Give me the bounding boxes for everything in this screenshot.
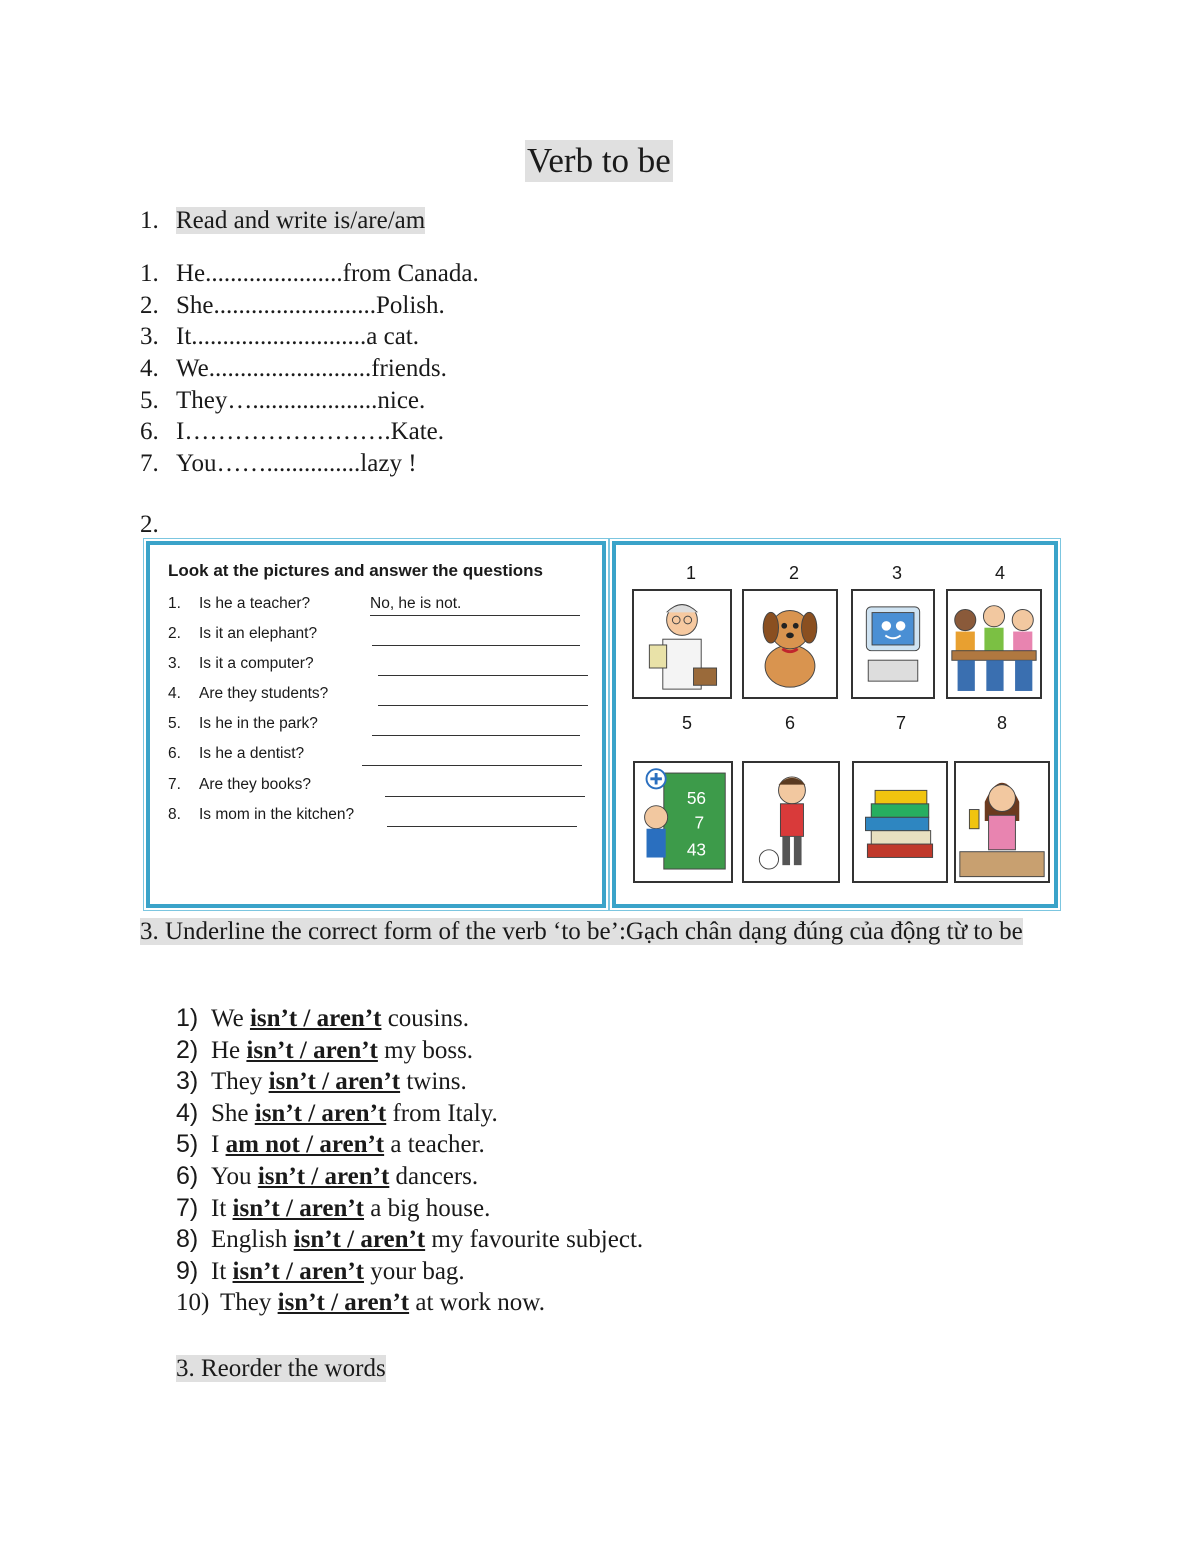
verb-choice[interactable]: isn’t / aren’t	[232, 1194, 365, 1222]
list-item: 7) It isn’t / aren’t a big house.	[176, 1193, 491, 1222]
list-item: 4) She isn’t / aren’t from Italy.	[176, 1098, 498, 1127]
exercise-3-list	[176, 1003, 643, 1319]
list-item: 8) English isn’t / aren’t my favourite subject.	[176, 1225, 644, 1254]
answer-line[interactable]	[378, 655, 588, 676]
picture-number: 2	[788, 563, 799, 583]
answer-line[interactable]	[387, 806, 577, 827]
answer-line[interactable]	[385, 776, 585, 797]
list-item: 3. It............................a cat.	[140, 323, 420, 351]
verb-choice[interactable]: isn’t / aren’t	[293, 1226, 426, 1254]
question-item: 6. Is he a dentist?	[168, 745, 305, 762]
list-item: 5. They…....................nice.	[140, 386, 426, 414]
answer-line[interactable]	[372, 715, 580, 736]
picture-number: 5	[681, 713, 692, 733]
picture-number: 1	[685, 563, 696, 583]
verb-choice[interactable]: isn’t / aren’t	[232, 1257, 365, 1285]
books-picture	[852, 761, 948, 883]
verb-choice[interactable]: isn’t / aren’t	[257, 1162, 390, 1190]
question-item: 2. Is it an elephant?	[168, 625, 318, 642]
page-title: Verb to be	[527, 141, 671, 180]
dog-picture	[742, 589, 838, 699]
board-number: 56	[686, 787, 707, 808]
panel-title: Look at the pictures and answer the questions	[168, 561, 544, 580]
question-item: 5. Is he in the park?	[168, 715, 318, 732]
boy-picture	[742, 761, 840, 883]
list-item: 6) You isn’t / aren’t dancers.	[176, 1161, 479, 1190]
list-item: 10) They isn’t / aren’t at work now.	[176, 1289, 545, 1317]
mom-picture	[954, 761, 1050, 883]
verb-choice[interactable]: am not / aren’t	[225, 1131, 385, 1159]
question-item: 4. Are they students?	[168, 685, 329, 702]
board-number: 43	[686, 839, 707, 860]
list-item: 2) He isn’t / aren’t my boss.	[176, 1035, 474, 1064]
verb-choice[interactable]: isn’t / aren’t	[268, 1068, 401, 1096]
computer-picture	[851, 589, 935, 699]
exercise-1-list	[140, 258, 479, 480]
section-4-heading: 3. Reorder the words	[176, 1355, 386, 1382]
questions-panel	[146, 541, 606, 908]
section-3-heading: 3. Underline the correct form of the verb ‘to be’:Gạch chân dạng đúng của động từ to be	[140, 918, 1023, 945]
list-item: 9) It isn’t / aren’t your bag.	[176, 1256, 465, 1285]
math-board-picture	[633, 761, 733, 883]
list-item: 1) We isn’t / aren’t cousins.	[176, 1004, 469, 1032]
question-item: 7. Are they books?	[168, 776, 312, 793]
verb-choice[interactable]: isn’t / aren’t	[254, 1099, 387, 1127]
answer-line[interactable]	[378, 685, 588, 706]
list-item: 4. We..........................friends.	[140, 355, 447, 383]
answer-line[interactable]	[372, 625, 580, 646]
section-2-number: 2.	[140, 511, 159, 538]
list-item: 2. She..........................Polish.	[140, 291, 445, 319]
question-item: 8. Is mom in the kitchen?	[168, 806, 355, 823]
picture-number: 3	[891, 563, 902, 583]
section-1-number: 1.	[140, 207, 159, 234]
list-item: 7. You……...............lazy !	[140, 450, 417, 478]
picture-number: 4	[994, 563, 1005, 583]
list-item: 6. I…………………….Kate.	[140, 418, 445, 446]
verb-choice[interactable]: isn’t / aren’t	[246, 1036, 378, 1064]
answer-line[interactable]: No, he is not.	[370, 595, 580, 616]
question-item: 1. Is he a teacher?	[168, 595, 311, 612]
section-1-heading	[140, 204, 425, 238]
picture-number: 6	[784, 713, 795, 733]
list-item: 1. He......................from Canada.	[140, 260, 479, 287]
picture-number: 7	[895, 713, 906, 733]
question-item: 3. Is it a computer?	[168, 655, 314, 672]
answer-line[interactable]	[362, 745, 582, 766]
section-1-title: Read and write is/are/am	[176, 207, 426, 234]
pictures-panel	[612, 541, 1058, 908]
picture-number: 8	[996, 713, 1007, 733]
teacher-picture	[632, 589, 732, 699]
board-number: 7	[694, 812, 705, 833]
verb-choice[interactable]: isn’t / aren’t	[249, 1005, 382, 1032]
list-item: 5) I am not / aren’t a teacher.	[176, 1130, 485, 1159]
list-item: 3) They isn’t / aren’t twins.	[176, 1067, 467, 1096]
verb-choice[interactable]: isn’t / aren’t	[277, 1289, 410, 1317]
students-picture	[946, 589, 1042, 699]
